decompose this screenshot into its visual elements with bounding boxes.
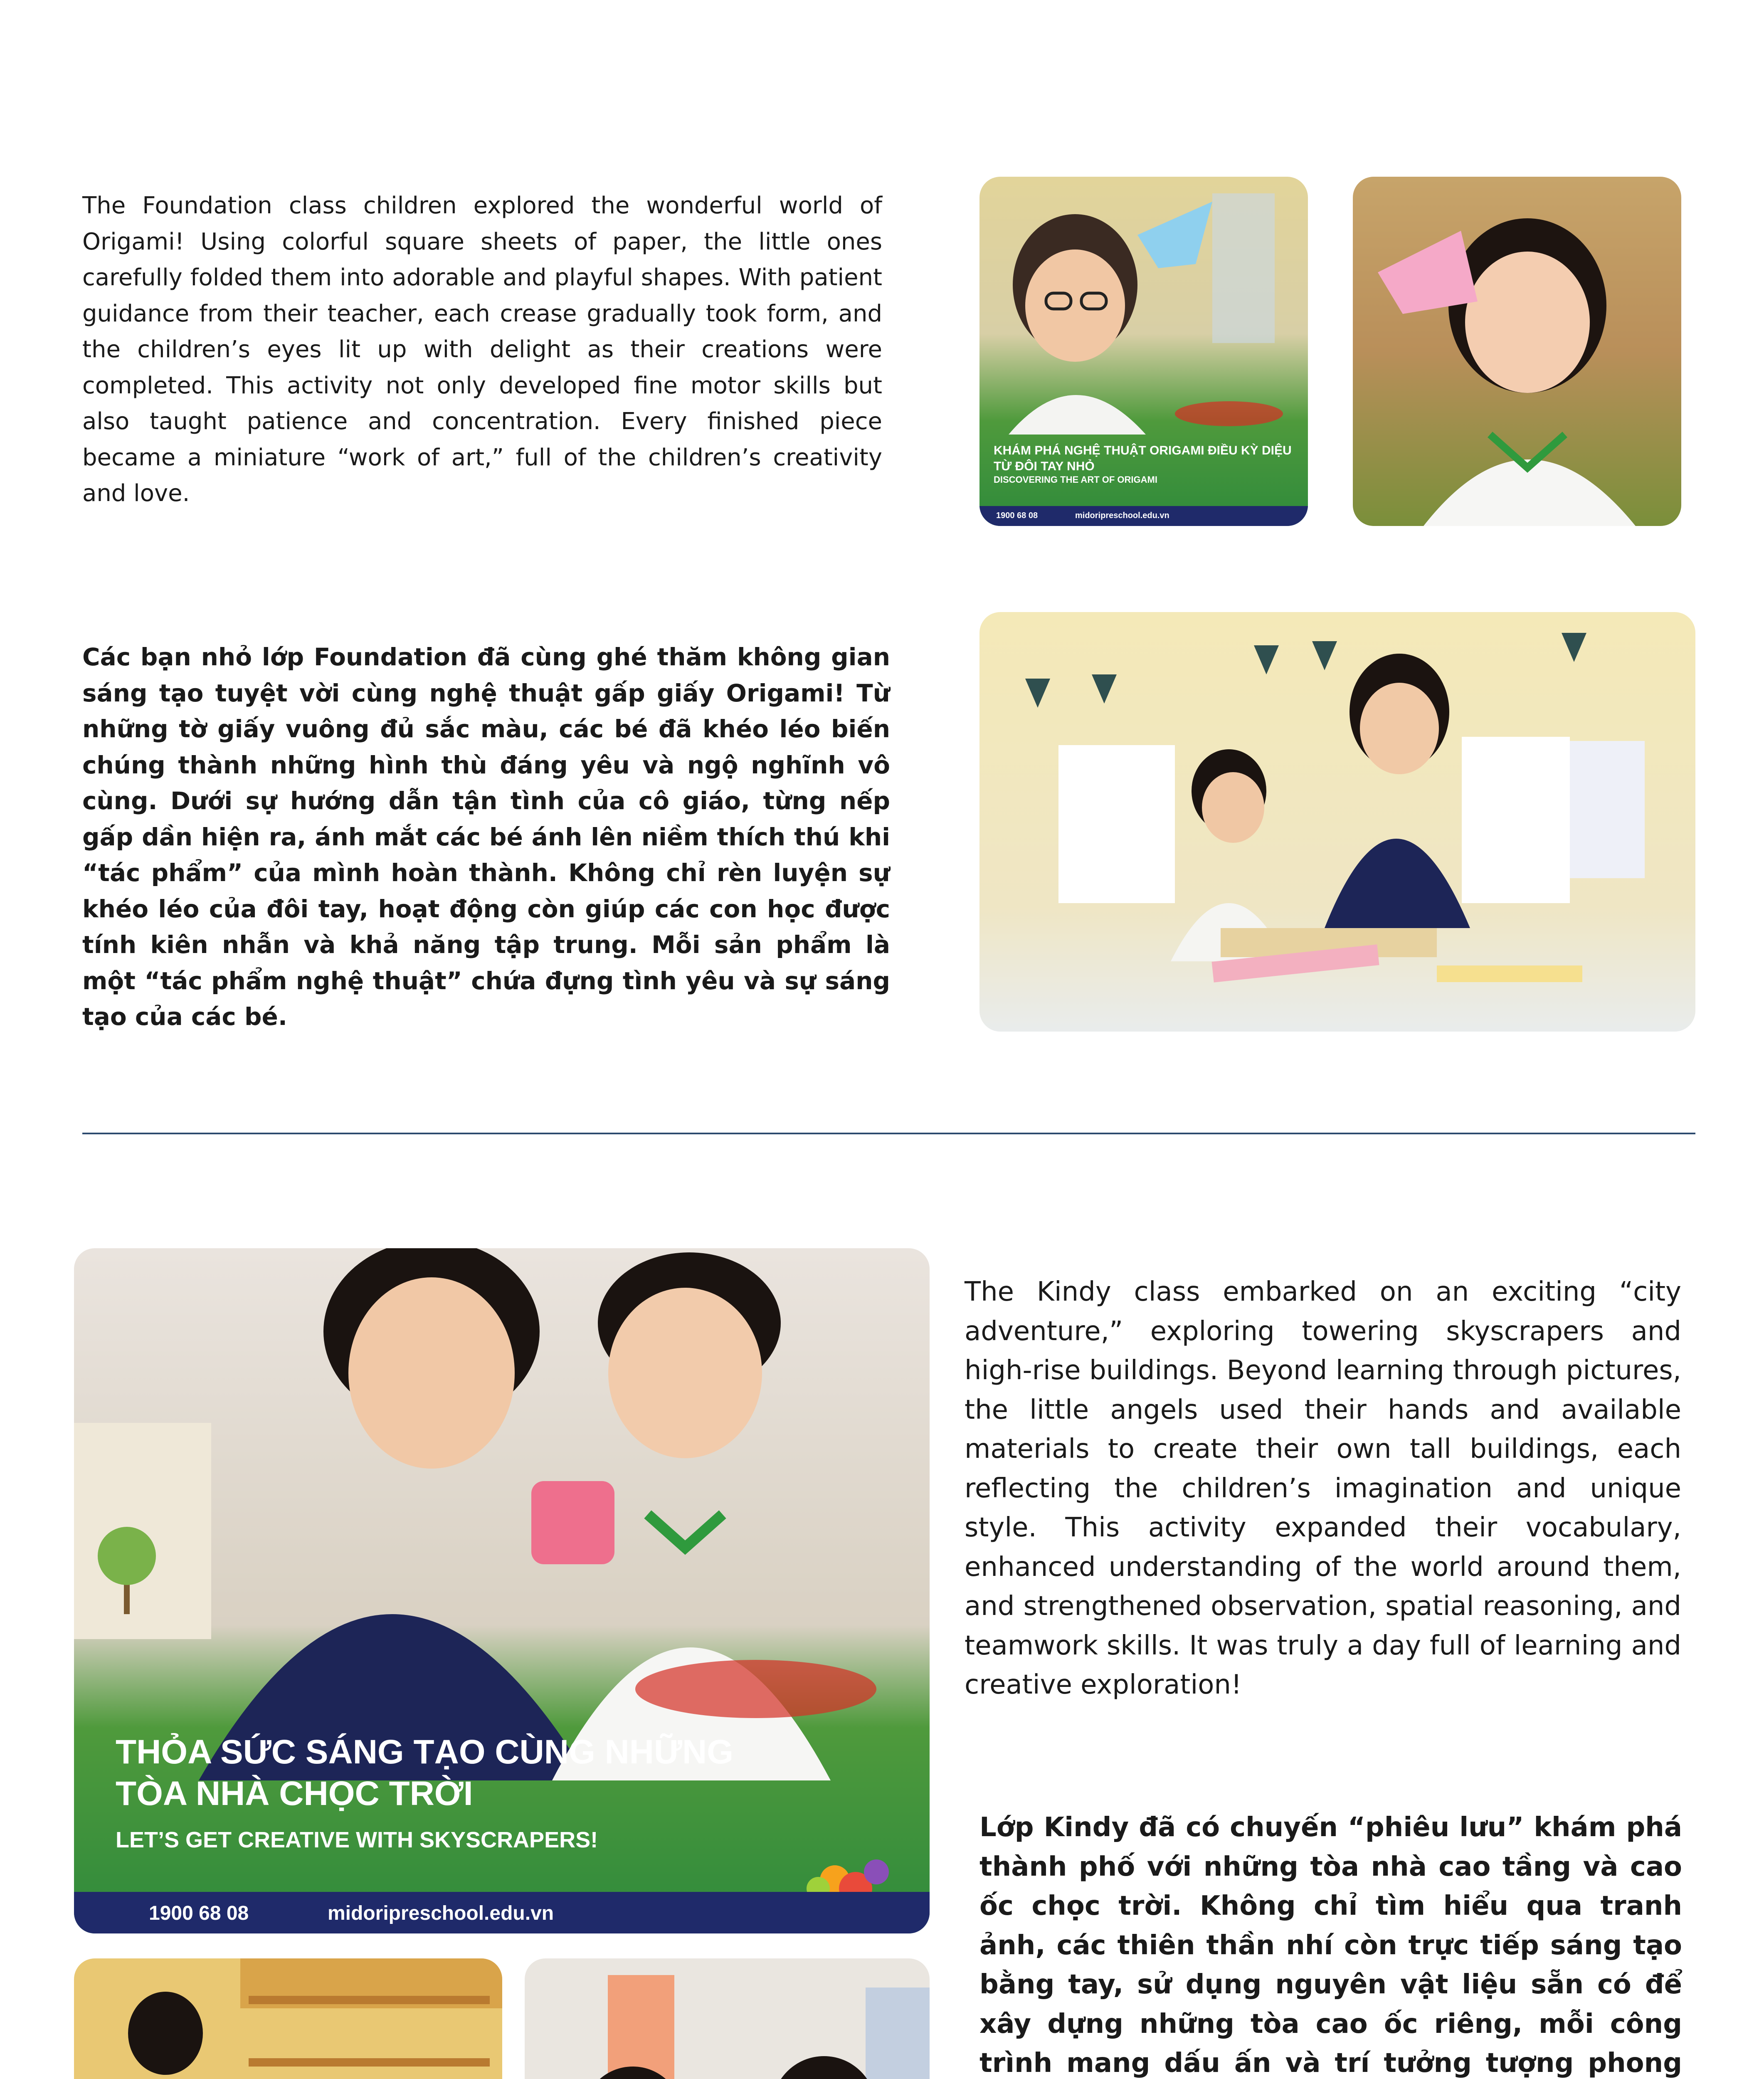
skyscraper-banner-subtitle: LET’S GET CREATIVE WITH SKYSCRAPERS! bbox=[116, 1827, 598, 1852]
foundation-english-paragraph: The Foundation class children explored the wonderful world of Origami! Using colorful square sheets of paper, the little ones carefully folded them into adorable and playful shapes. With patient guidance from their teacher, each crease gradually took form, and the children’s eyes lit up with delight as their creations were completed. This activity not only developed fine motor skills but also taught patience and concentration. Every finished piece became a miniature “work of art,” full of the children’s creativity and love. bbox=[82, 192, 882, 507]
skyscraper-banner-title: THỎA SỨC SÁNG TẠO CÙNG NHỮNG TÒA NHÀ CHỌC TRỜI bbox=[116, 1733, 734, 1812]
section-divider bbox=[82, 1133, 1695, 1134]
skyscraper-banner-footer bbox=[74, 1892, 930, 1933]
skyscraper-banner-phone: 1900 68 08 bbox=[149, 1902, 249, 1924]
origami-banner-footer bbox=[979, 506, 1308, 526]
origami-banner-subtitle: DISCOVERING THE ART OF ORIGAMI bbox=[994, 474, 1157, 485]
origami-banner-title: KHÁM PHÁ NGHỆ THUẬT ORIGAMI ĐIỀU KỲ DIỆU TỪ ĐÔI TAY NHỎ bbox=[994, 444, 1292, 473]
girls-building-photo bbox=[525, 1958, 930, 2079]
origami-banner-website: midoripreschool.edu.vn bbox=[1075, 511, 1169, 520]
origami-banner-phone: 1900 68 08 bbox=[996, 511, 1038, 520]
teacher-origami-class-photo bbox=[979, 612, 1695, 1032]
skyscraper-banner-photo bbox=[74, 1248, 930, 1933]
foundation-vietnamese-paragraph: Các bạn nhỏ lớp Foundation đã cùng ghé thăm không gian sáng tạo tuyệt vời cùng nghệ thuật gấp giấy Origami! Từ những tờ giấy vuông đủ sắc màu, các bé đã khéo léo biến chúng thành những hình thù đáng yêu và ngộ nghĩnh vô cùng. Dưới sự hướng dẫn tận tình của cô giáo, từng nếp gấp dần hiện ra, ánh mắt các bé ánh lên niềm thích thú khi “tác phẩm” của mình hoàn thành. Không chỉ rèn luyện sự khéo léo của đôi tay, hoạt động còn giúp các con học được tính kiên nhẫn và khả năng tập trung. Mỗi sản phẩm là một “tác phẩm nghệ thuật” chứa đựng tình yêu và sự sáng tạo của các bé. bbox=[82, 643, 890, 1031]
kindy-vietnamese-paragraph: Lớp Kindy đã có chuyến “phiêu lưu” khám phá thành phố với những tòa nhà cao tầng và cao ốc chọc trời. Không chỉ tìm hiểu qua tranh ảnh, các thiên thần nhí còn trực tiếp sáng tạo bằng tay, sử dụng nguyên vật liệu sẵn có để xây dựng những tòa cao ốc riêng, mỗi công trình mang dấu ấn và trí tưởng tượng phong bbox=[979, 1812, 1682, 2079]
skyscraper-banner-website: midoripreschool.edu.vn bbox=[328, 1902, 554, 1924]
girl-origami-photo bbox=[1353, 177, 1681, 526]
origami-banner-photo bbox=[979, 177, 1308, 526]
kindy-english-paragraph: The Kindy class embarked on an exciting “city adventure,” exploring towering skyscrapers and high-rise buildings. Beyond learning through pictures, the little angels used their hands and available materials to create their own tall buildings, each reflecting the children’s imagination and unique style. This activity expanded their vocabulary, enhanced understanding of the world around them, and strengthened observation, spatial reasoning, and teamwork skills. It was truly a day full of learning and creative exploration! bbox=[965, 1277, 1681, 1700]
teacher-skyscraper-photo bbox=[74, 1958, 502, 2079]
